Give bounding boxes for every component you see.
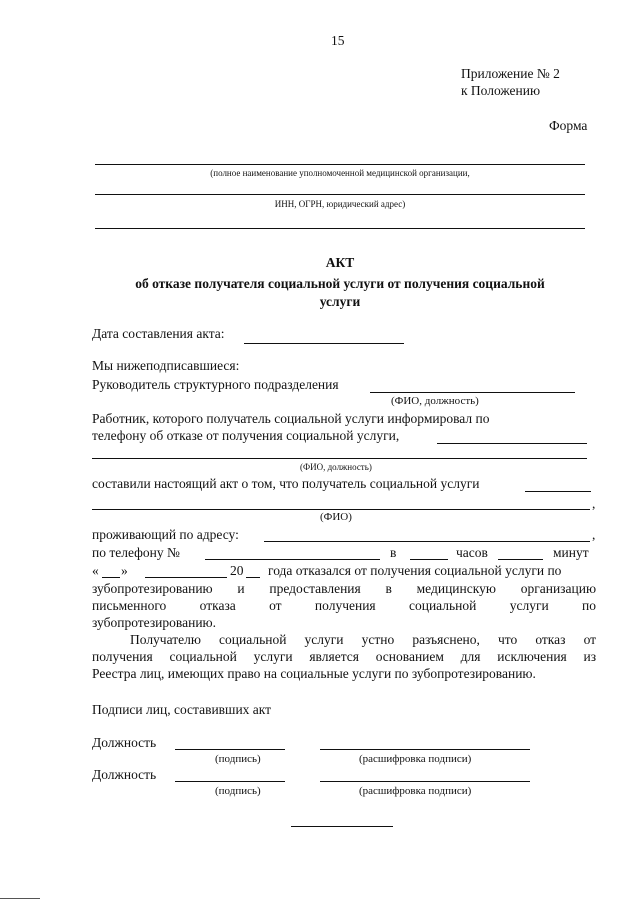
signer-1-position-label: Должность xyxy=(92,735,157,750)
paragraph-2-line-2: получения социальной услуги является основанием для исключения из xyxy=(92,649,597,664)
appendix-number: Приложение № 2 xyxy=(461,66,560,81)
appendix-reference: к Положению xyxy=(461,83,541,98)
signer-1-signature-line xyxy=(175,749,285,750)
hours-field-line xyxy=(410,559,448,560)
year-prefix: 20 xyxy=(230,563,244,578)
act-title: АКТ xyxy=(325,255,355,270)
phone-at: в xyxy=(390,545,397,560)
date-quote-open: « xyxy=(92,563,99,578)
date-quote-close: » xyxy=(121,563,128,578)
address-field-line xyxy=(264,541,590,542)
recipient-field-line-1 xyxy=(525,491,591,492)
signer-2-position-label: Должность xyxy=(92,767,157,782)
month-field-line xyxy=(145,577,227,578)
head-fio-caption: (ФИО, должность) xyxy=(391,395,479,407)
head-field-line xyxy=(370,392,575,393)
paragraph-2-line-1: Получателю социальной услуги устно разъяснено, что отказ от xyxy=(130,632,597,647)
org-address-line xyxy=(95,228,585,229)
date-label: Дата составления акта: xyxy=(92,326,225,341)
recipient-field-line-2 xyxy=(92,509,590,510)
signer-2-decode-line xyxy=(320,781,530,782)
undersigned-intro: Мы нижеподписавшиеся: xyxy=(92,358,240,373)
compiled-statement: составили настоящий акт о том, что получатель социальной услуги xyxy=(92,476,480,491)
refusal-text: года отказался от получения социальной услуги по xyxy=(268,563,562,578)
worker-text-1: Работник, которого получатель социальной услуги информировал по xyxy=(92,411,490,426)
signer-1-decode-line xyxy=(320,749,530,750)
recipient-comma: , xyxy=(592,496,596,511)
paragraph-1-line-3: зубопротезированию. xyxy=(92,615,216,630)
signer-2-signature-caption: (подпись) xyxy=(215,785,261,797)
minutes-label: минут xyxy=(553,545,589,560)
signer-1-decode-caption: (расшифровка подписи) xyxy=(359,753,472,765)
worker-field-line-2 xyxy=(92,458,587,459)
address-comma: , xyxy=(592,527,596,542)
recipient-fio-caption: (ФИО) xyxy=(320,511,352,523)
act-subtitle-2: услуги xyxy=(319,294,361,309)
paragraph-1-line-1: зубопротезированию и предоставления в медицинскую организацию xyxy=(92,581,597,596)
worker-text-2: телефону об отказе от получения социальной услуги, xyxy=(92,428,400,443)
minutes-field-line xyxy=(498,559,543,560)
signatures-heading: Подписи лиц, составивших акт xyxy=(92,702,272,717)
phone-field-line xyxy=(205,559,380,560)
paragraph-2-line-3: Реестра лиц, имеющих право на социальные услуги по зубопротезированию. xyxy=(92,666,536,681)
worker-field-line-1 xyxy=(437,443,587,444)
year-field-line xyxy=(246,577,260,578)
page-number: 15 xyxy=(331,33,345,48)
org-ids-caption: ИНН, ОГРН, юридический адрес) xyxy=(274,199,406,209)
org-name-caption: (полное наименование уполномоченной медицинской организации, xyxy=(210,168,470,178)
act-subtitle-1: об отказе получателя социальной услуги от получения социальной xyxy=(135,276,545,291)
address-label: проживающий по адресу: xyxy=(92,527,239,542)
phone-label: по телефону № xyxy=(92,545,180,560)
closing-rule xyxy=(291,826,393,827)
form-label: Форма xyxy=(549,118,588,133)
paragraph-1-line-2: письменного отказа от получения социальной услуги по xyxy=(92,598,597,613)
signer-1-signature-caption: (подпись) xyxy=(215,753,261,765)
day-field-line xyxy=(102,577,120,578)
head-label: Руководитель структурного подразделения xyxy=(92,377,339,392)
signer-2-decode-caption: (расшифровка подписи) xyxy=(359,785,472,797)
hours-label: часов xyxy=(456,545,488,560)
org-name-line xyxy=(95,164,585,165)
worker-fio-caption: (ФИО, должность) xyxy=(300,462,372,472)
page-edge-mark xyxy=(0,898,40,899)
org-ids-line xyxy=(95,194,585,195)
signer-2-signature-line xyxy=(175,781,285,782)
date-field-line xyxy=(244,343,404,344)
